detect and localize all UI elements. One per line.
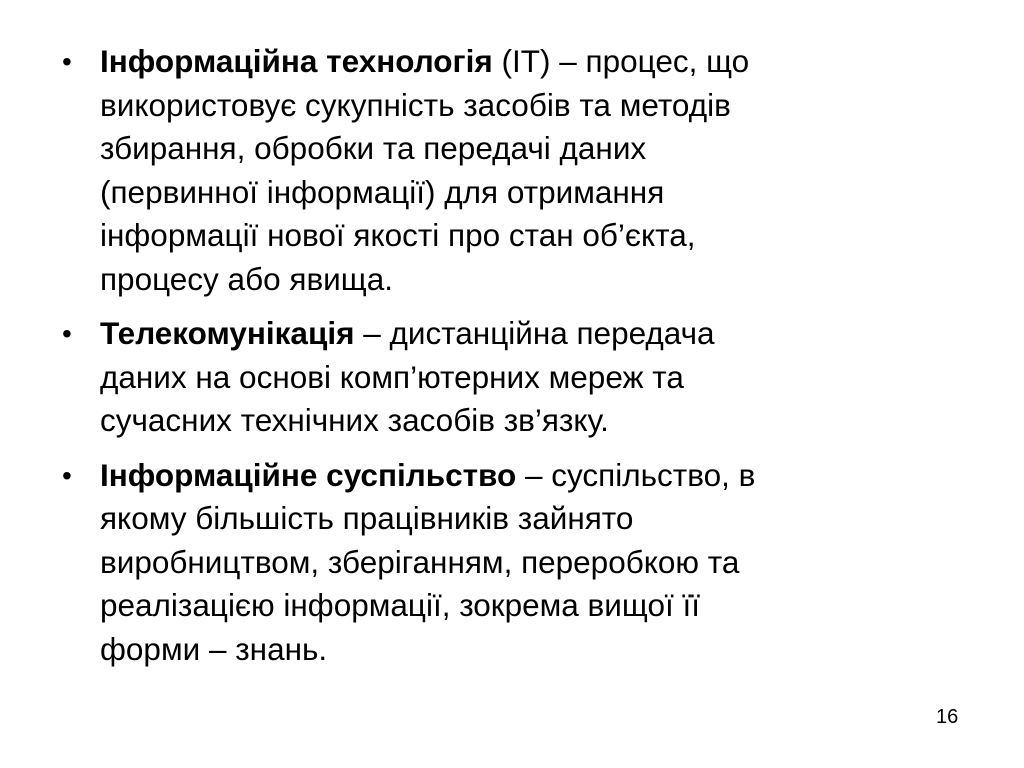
term-info-society: Інформаційне суспільство (100, 456, 517, 493)
definition-text: – суспільство, в (516, 456, 756, 493)
definition-text: якому більшість працівників зайнято (100, 500, 634, 536)
bullet-item-info-society (60, 454, 960, 672)
definition-text: (ІТ) – процес, що (492, 43, 750, 79)
page-number: 16 (936, 706, 959, 728)
bullet-list (60, 40, 960, 682)
definition-text: процесу або явища. (100, 260, 393, 297)
bullet-first-line (100, 454, 960, 498)
bullet-first-line (100, 312, 960, 356)
definition-text: – дистанційна передача (354, 315, 715, 351)
term-it: Інформаційна технологія (100, 43, 493, 79)
definition-text: збирання, обробки та передачі даних (100, 130, 647, 166)
bullet-item-it (60, 40, 960, 301)
definition-text: реалізацією інформації, зокрема вищої її (100, 587, 700, 623)
bullet-marker: • (62, 46, 72, 77)
bullet-item-telecom (60, 312, 960, 443)
bullet-first-line (100, 40, 960, 84)
bullet-marker: • (62, 318, 72, 349)
definition-text: (первинної інформації) для отримання (100, 173, 665, 210)
term-telecom: Телекомунікація (100, 315, 355, 351)
definition-text: даних на основі комп’ютерних мереж та (100, 358, 684, 395)
bullet-marker: • (62, 459, 72, 491)
definition-text: форми – знань. (100, 630, 328, 667)
definition-text: сучасних технічних засобів зв’язку. (100, 402, 609, 438)
definition-text: виробництвом, зберіганням, переробкою та (100, 543, 740, 580)
definition-text: інформації нової якості про стан об’єкта, (100, 217, 696, 253)
definition-text: використовує сукупність засобів та методів (100, 86, 731, 123)
